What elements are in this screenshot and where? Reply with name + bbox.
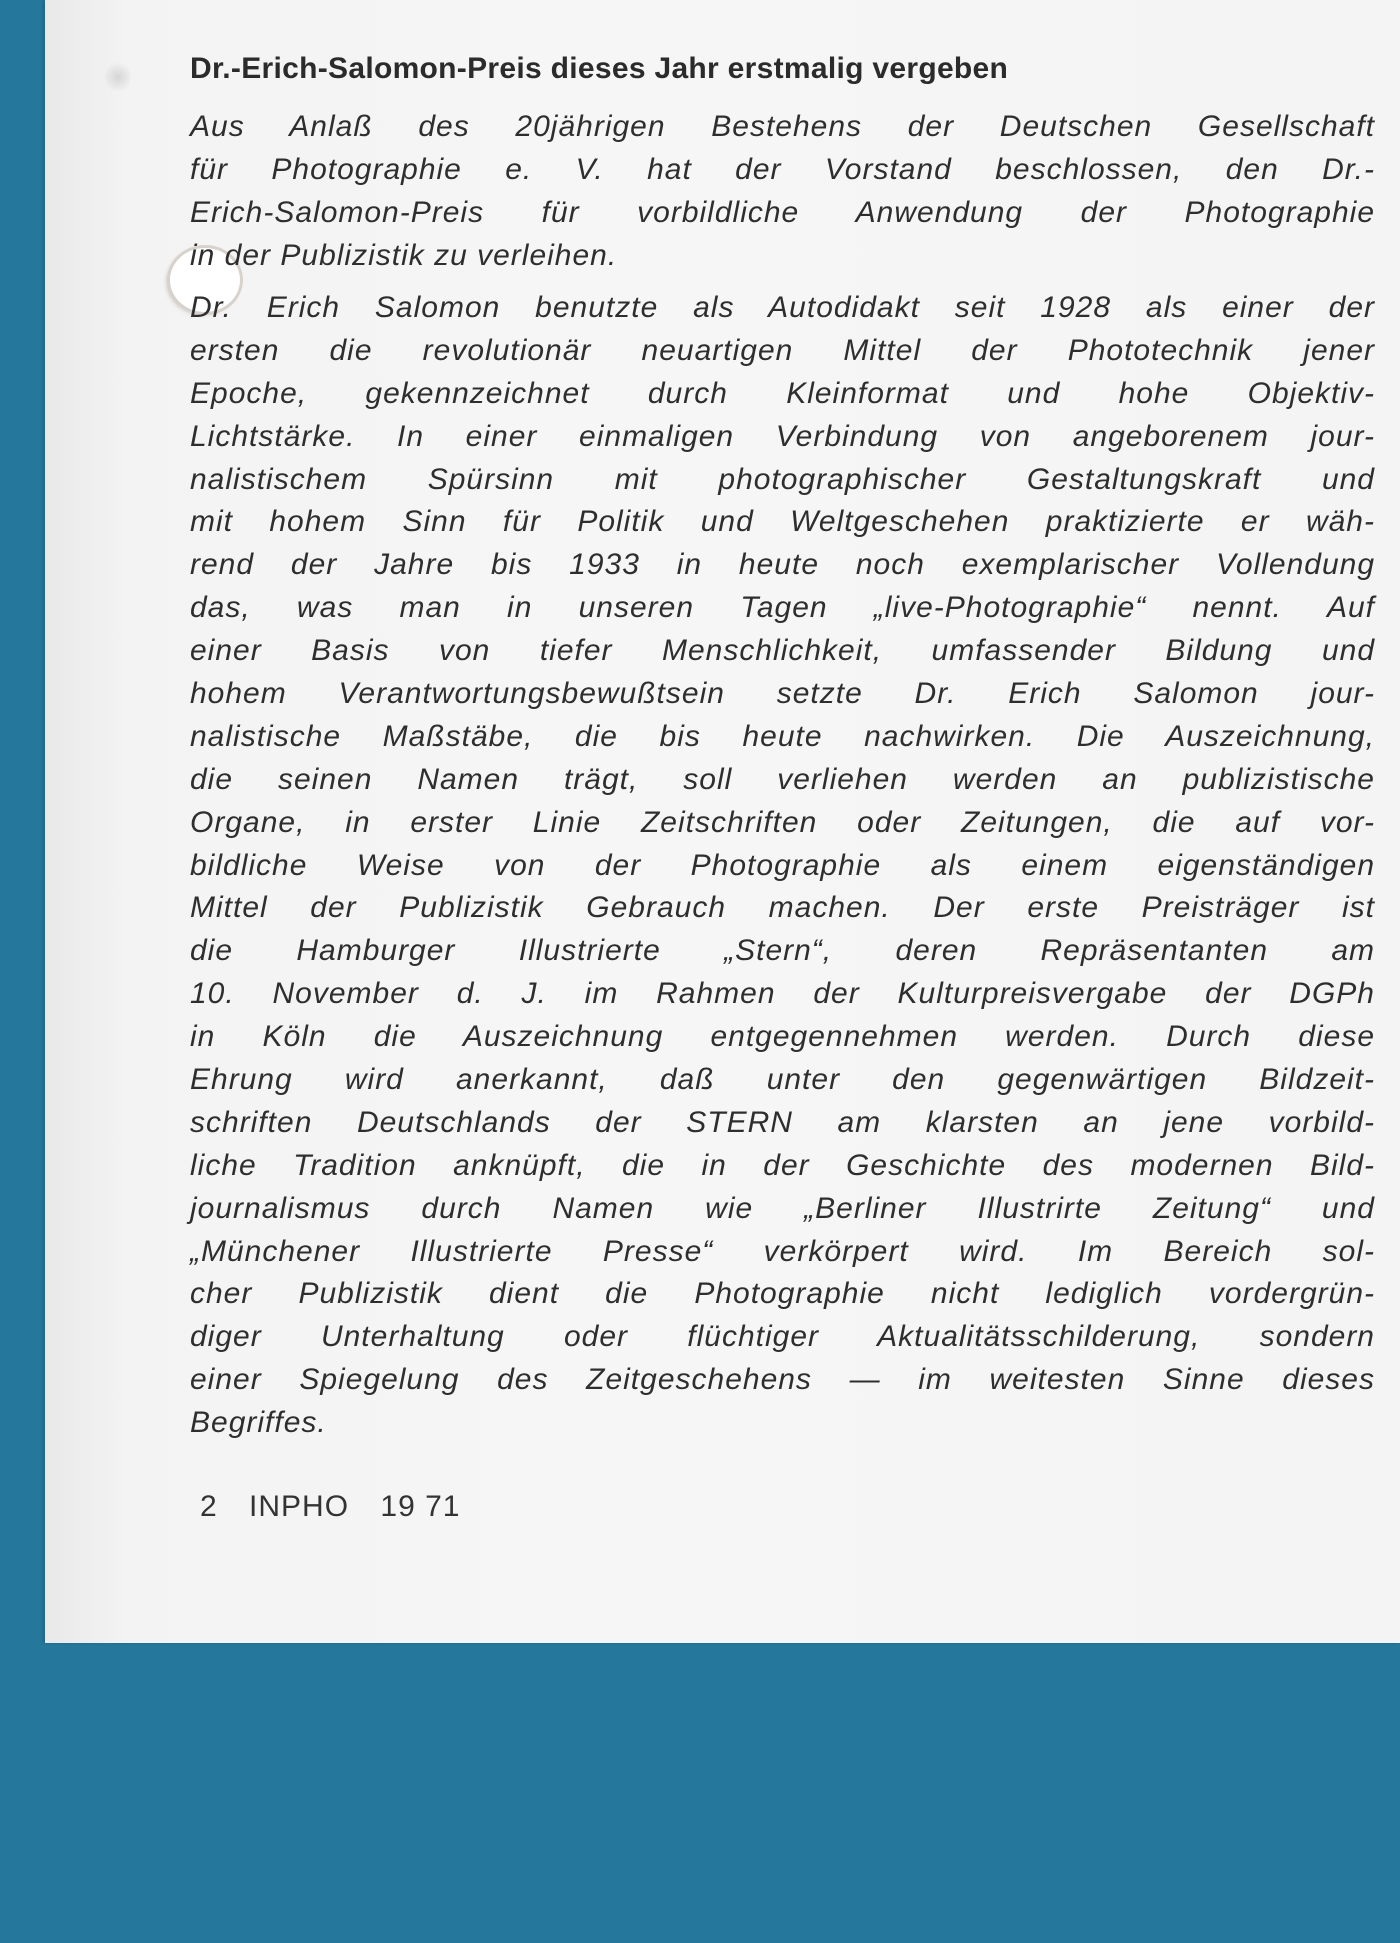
text-line: mit hohem Sinn für Politik und Weltgeschehen praktizierte er wäh- xyxy=(190,505,1375,539)
text-line: in Köln die Auszeichnung entgegennehmen werden. Durch diese xyxy=(190,1020,1375,1054)
text-line: hohem Verantwortungsbewußtsein setzte Dr. Erich Salomon jour- xyxy=(190,677,1375,711)
text-line: in der Publizistik zu verleihen. xyxy=(190,238,618,272)
text-line: Aus Anlaß des 20jährigen Bestehens der Deutschen Gesellschaft xyxy=(190,110,1375,143)
paragraph-1 xyxy=(190,106,1375,278)
text-line: Ehrung wird anerkannt, daß unter den gegenwärtigen Bildzeit- xyxy=(190,1063,1375,1097)
article-title: Dr.-Erich-Salomon-Preis dieses Jahr erstmalig vergeben xyxy=(190,52,1009,85)
text-line: Dr. Erich Salomon benutzte als Autodidakt seit 1928 als einer der xyxy=(190,291,1375,324)
text-line: rend der Jahre bis 1933 in heute noch exemplarischer Vollendung xyxy=(190,548,1375,582)
text-line: Begriffes. xyxy=(190,1406,327,1440)
paragraph-2 xyxy=(190,287,1375,1445)
document-page xyxy=(45,0,1400,1643)
text-line: die seinen Namen trägt, soll verliehen werden an publizistische xyxy=(190,762,1375,796)
text-line: bildliche Weise von der Photographie als einem eigenständigen xyxy=(190,848,1375,882)
text-line: cher Publizistik dient die Photographie nicht lediglich vordergrün- xyxy=(190,1277,1375,1311)
text-line: Mittel der Publizistik Gebrauch machen. Der erste Preisträger ist xyxy=(190,891,1375,925)
text-line: Lichtstärke. In einer einmaligen Verbindung von angeborenem jour- xyxy=(190,419,1375,453)
publication-year: 19 71 xyxy=(380,1490,461,1523)
text-line: Epoche, gekennzeichnet durch Kleinformat und hohe Objektiv- xyxy=(190,376,1375,410)
text-line: „Münchener Illustrierte Presse“ verkörpert wird. Im Bereich sol- xyxy=(190,1234,1375,1268)
text-line: journalismus durch Namen wie „Berliner Illustrirte Zeitung“ und xyxy=(190,1191,1375,1225)
paper-smudge xyxy=(105,60,131,94)
text-line: nalistische Maßstäbe, die bis heute nachwirken. Die Auszeichnung, xyxy=(190,719,1375,753)
text-line: diger Unterhaltung oder flüchtiger Aktualitätsschilderung, sondern xyxy=(190,1320,1375,1354)
page-footer xyxy=(200,1490,482,1524)
text-line: die Hamburger Illustrierte „Stern“, deren Repräsentanten am xyxy=(190,934,1375,968)
text-line: das, was man in unseren Tagen „live-Photographie“ nennt. Auf xyxy=(190,591,1375,625)
text-line: Organe, in erster Linie Zeitschriften oder Zeitungen, die auf vor- xyxy=(190,805,1375,839)
text-line: ersten die revolutionär neuartigen Mittel der Phototechnik jener xyxy=(190,333,1375,367)
text-line: liche Tradition anknüpft, die in der Geschichte des modernen Bild- xyxy=(190,1148,1375,1182)
text-line: einer Spiegelung des Zeitgeschehens — im weitesten Sinne dieses xyxy=(190,1363,1375,1397)
text-line: einer Basis von tiefer Menschlichkeit, umfassender Bildung und xyxy=(190,634,1375,668)
text-line: schriften Deutschlands der STERN am klarsten an jene vorbild- xyxy=(190,1105,1375,1139)
text-line: Erich-Salomon-Preis für vorbildliche Anwendung der Photographie xyxy=(190,195,1375,229)
text-line: nalistischem Spürsinn mit photographischer Gestaltungskraft und xyxy=(190,462,1375,496)
text-line: für Photographie e. V. hat der Vorstand beschlossen, den Dr.- xyxy=(190,152,1375,186)
publication-name: INPHO xyxy=(249,1490,350,1523)
page-number: 2 xyxy=(200,1490,218,1523)
text-line: 10. November d. J. im Rahmen der Kulturpreisvergabe der DGPh xyxy=(190,977,1375,1011)
